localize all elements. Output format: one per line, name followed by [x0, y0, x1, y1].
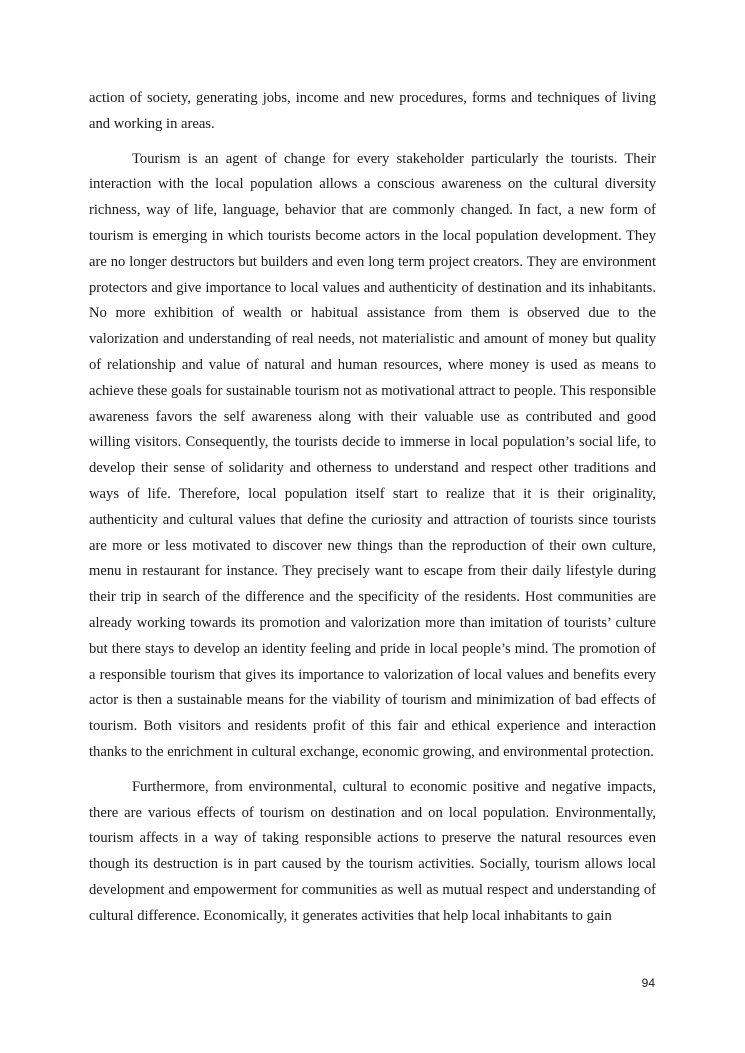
- paragraph-effects-of-tourism: Furthermore, from environmental, cultural to economic positive and negative impacts, there are various effects of tourism on destination and on local population. Environmentally, tourism affects in a way of taking responsible actions to preserve the natural resources even though its destruction is in part caused by the tourism activities. Socially, tourism allows local development and empowerment for communities as well as mutual respect and understanding of cultural difference. Economically, it generates activities that help local inhabitants to gain: [89, 778, 656, 924]
- body-text: [89, 86, 656, 930]
- paragraph-tourism-agent-of-change: Tourism is an agent of change for every stakeholder particularly the tourists. Their interaction with the local population allows a conscious awareness on the cultural diversity richness, way of life, language, behavior that are commonly changed. In fact, a new form of tourism is emerging in which tourists become actors in the local population development. They are no longer destructors but builders and even long term project creators. They are environment protectors and give importance to local values and authenticity of destination and its inhabitants. No more exhibition of wealth or habitual assistance from them is observed due to the valorization and understanding of real needs, not materialistic and amount of money but quality of relationship and value of natural and human resources, where money is used as means to achieve these goals for sustainable tourism not as motivational attract to people. This responsible awareness favors the self awareness along with their valuable use as contributed and good willing visitors. Consequently, the tourists decide to immerse in local population’s social life, to develop their sense of solidarity and otherness to understand and respect other traditions and ways of life. Therefore, local population itself start to realize that it is their originality, authenticity and cultural values that define the curiosity and attraction of tourists since tourists are more or less motivated to discover new things than the reproduction of their own culture, menu in restaurant for instance. They precisely want to escape from their daily lifestyle during their trip in search of the difference and the specificity of the residents. Host communities are already working towards its promotion and valorization more than imitation of tourists’ culture but there stays to develop an identity feeling and pride in local people’s mind. The promotion of a responsible tourism that gives its importance to valorization of local values and benefits every actor is then a sustainable means for the viability of tourism and minimization of bad effects of tourism. Both visitors and residents profit of this fair and ethical experience and interaction thanks to the enrichment in cultural exchange, economic growing, and environmental protection.: [89, 150, 656, 760]
- page-number: 94: [641, 976, 655, 990]
- paragraph-continued: action of society, generating jobs, income and new procedures, forms and techniques of living and working in areas.: [89, 90, 656, 132]
